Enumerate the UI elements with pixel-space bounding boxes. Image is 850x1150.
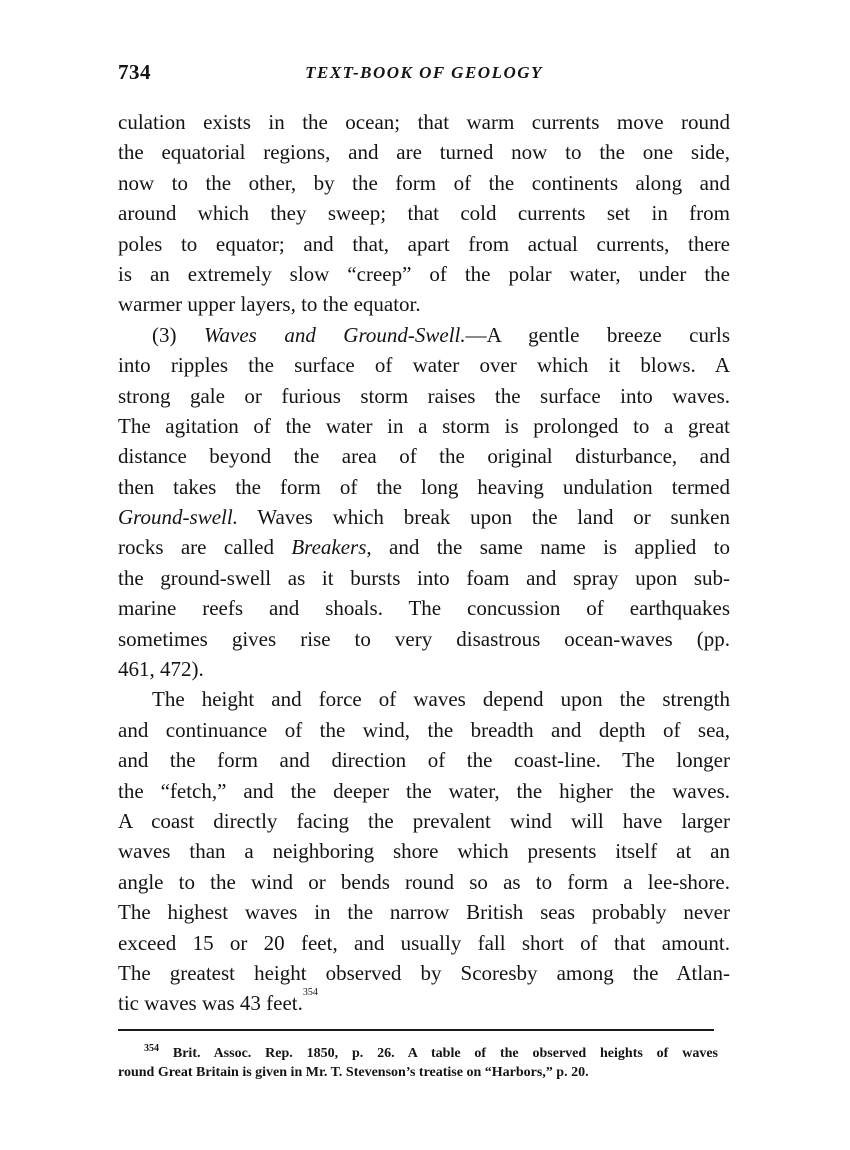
text-line: and the form and direction of the coast-line. The longer (118, 748, 730, 773)
text-line: culation exists in the ocean; that warm currents move round (118, 110, 730, 134)
text-line: poles to equator; and that, apart from actual currents, there (118, 231, 730, 256)
section-number: (3) (152, 322, 204, 347)
text-fragment: —A gentle breeze curls (465, 322, 730, 347)
footnote (118, 1044, 718, 1082)
body-text (118, 107, 730, 1019)
italic-term: Breakers (291, 535, 367, 560)
text-line: The highest waves in the narrow British seas probably never (118, 900, 730, 925)
footnote-line: round Great Britain is given in Mr. T. Stevenson’s treatise on “Harbors,” p. 20. (118, 1065, 589, 1080)
text-fragment: , and the same name is applied to (366, 535, 730, 560)
text-line: into ripples the surface of water over which it blows. A (118, 353, 730, 378)
text-line: exceed 15 or 20 feet, and usually fall short of that amount. (118, 930, 730, 955)
text-line: A coast directly facing the prevalent wind will have larger (118, 808, 730, 833)
text-line: is an extremely slow “creep” of the polar water, under the (118, 261, 730, 286)
text-fragment: rocks are called (118, 535, 292, 560)
text-line (118, 502, 730, 532)
text-line: the “fetch,” and the deeper the water, the higher the waves. (118, 778, 730, 803)
text-line: marine reefs and shoals. The concussion of earthquakes (118, 596, 730, 621)
text-fragment: tic waves was 43 feet. (118, 991, 303, 1016)
page-header (118, 60, 730, 90)
running-head: TEXT-BOOK OF GEOLOGY (305, 63, 543, 82)
page-number: 734 (118, 60, 151, 84)
text-line: waves than a neighboring shore which presents itself at an (118, 839, 730, 864)
footnote-marker: 354 (144, 1043, 159, 1054)
footnote-line (118, 1044, 718, 1063)
text-line (118, 988, 730, 1018)
text-line: 461, 472). (118, 657, 204, 682)
section-heading: Waves and Ground-Swell. (203, 322, 466, 347)
text-line: strong gale or furious storm raises the surface into waves. (118, 383, 730, 408)
text-line: The greatest height observed by Scoresby among the Atlan- (118, 960, 730, 985)
text-line (118, 320, 730, 350)
text-line: now to the other, by the form of the continents along and (118, 170, 730, 195)
text-line (118, 532, 730, 562)
text-line: distance beyond the area of the original disturbance, and (118, 444, 730, 469)
text-fragment: Waves which break upon the land or sunken (237, 505, 730, 530)
text-fragment: Brit. Assoc. Rep. 1850, p. 26. A table of the observed heights of waves (159, 1046, 718, 1061)
text-line: around which they sweep; that cold currents set in from (118, 201, 730, 226)
footnote-divider (118, 1029, 714, 1031)
text-line: angle to the wind or bends round so as to form a lee-shore. (118, 869, 730, 894)
footnote-reference[interactable]: 354 (302, 987, 318, 999)
italic-term: Ground-swell. (118, 505, 238, 530)
text-line: The agitation of the water in a storm is prolonged to a great (118, 413, 730, 438)
text-line: the equatorial regions, and are turned now to the one side, (118, 140, 730, 165)
text-line: then takes the form of the long heaving undulation termed (118, 474, 730, 499)
text-line: the ground-swell as it bursts into foam and spray upon sub- (118, 565, 730, 590)
text-line: warmer upper layers, to the equator. (118, 292, 421, 317)
text-line: The height and force of waves depend upon the strength (152, 687, 730, 712)
text-line: sometimes gives rise to very disastrous ocean-waves (pp. (118, 626, 730, 651)
text-line: and continuance of the wind, the breadth and depth of sea, (118, 717, 730, 742)
